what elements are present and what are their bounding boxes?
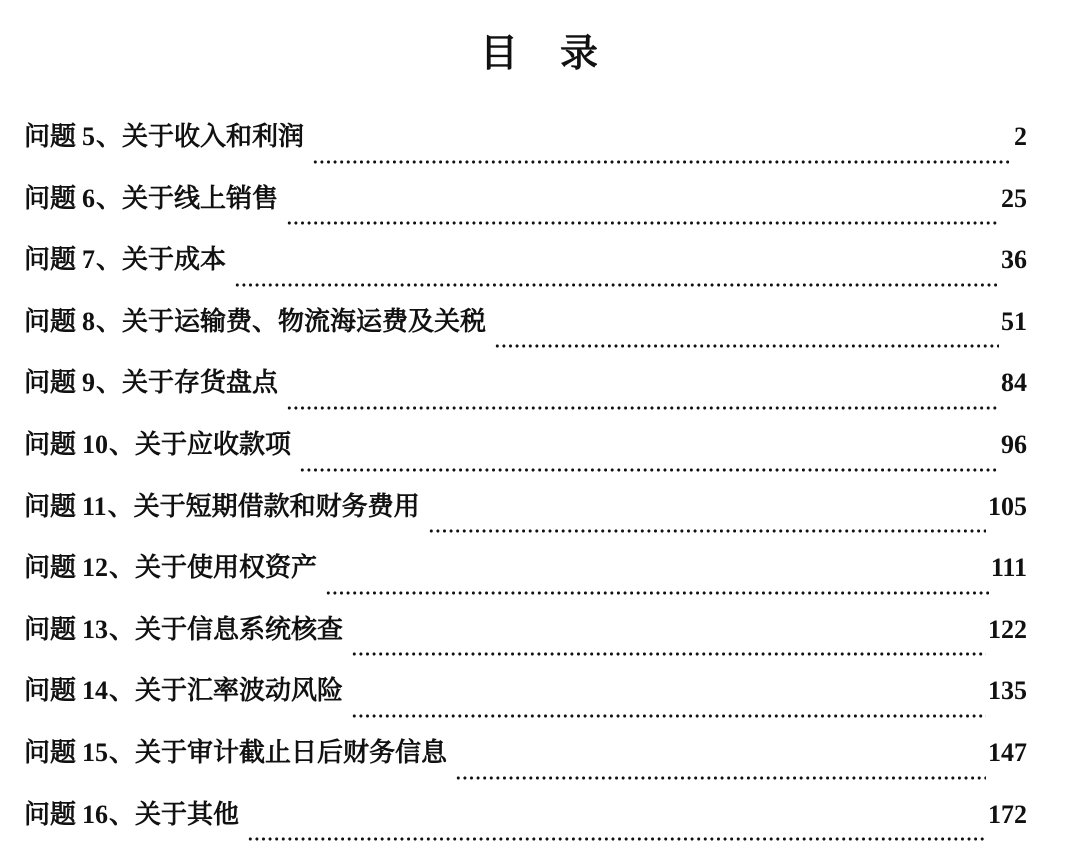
toc-title: 目 录	[479, 30, 600, 75]
toc-entry-label	[24, 361, 278, 405]
toc-page-number: 25	[1001, 183, 1027, 213]
toc-dot-leader	[286, 405, 999, 411]
toc-dot-leader	[286, 220, 999, 226]
toc-dot-leader	[428, 528, 986, 534]
toc-entry-topic: 关于短期借款和财务费用	[133, 491, 420, 522]
toc-entry-prefix: 问题	[24, 183, 77, 214]
toc-entry-topic: 关于存货盘点	[122, 368, 279, 399]
toc-entry[interactable]	[24, 361, 1027, 423]
toc-entry-prefix: 问题	[24, 614, 77, 645]
toc-entry-number: 10	[82, 429, 109, 459]
toc-entry-separator: 、	[109, 737, 136, 768]
toc-dot-leader	[455, 775, 986, 781]
toc-entry-label	[24, 793, 239, 837]
toc-entry-number: 12	[82, 553, 109, 583]
toc-entry-separator: 、	[96, 122, 123, 152]
toc-entry-separator: 、	[96, 183, 123, 214]
toc-entry-label	[24, 669, 343, 713]
toc-entry-label	[24, 177, 278, 221]
toc-entry-number: 16	[82, 799, 109, 829]
toc-entry-topic: 关于使用权资产	[135, 553, 318, 584]
toc-page-number: 105	[988, 491, 1027, 521]
toc-entry[interactable]	[24, 669, 1027, 731]
toc-page-number: 135	[988, 676, 1027, 706]
toc-entry[interactable]	[24, 115, 1027, 177]
toc-page-number: 51	[1001, 306, 1027, 336]
toc-page-number: 96	[1001, 429, 1027, 459]
table-of-contents	[24, 115, 1027, 854]
toc-entry[interactable]	[24, 300, 1027, 362]
toc-entry-separator: 、	[107, 491, 134, 522]
toc-entry-topic: 关于成本	[122, 245, 227, 276]
toc-entry-separator: 、	[96, 368, 123, 399]
toc-dot-leader	[234, 282, 999, 288]
toc-entry-prefix: 问题	[24, 737, 77, 768]
toc-entry-number: 11	[82, 491, 107, 521]
toc-entry-topic: 关于汇率波动风险	[135, 676, 344, 707]
toc-dot-leader	[351, 713, 986, 719]
toc-dot-leader	[312, 159, 1012, 165]
toc-page-number: 147	[988, 737, 1027, 767]
toc-entry-label	[24, 423, 291, 467]
toc-entry-number: 15	[82, 737, 109, 767]
toc-entry-number: 13	[82, 614, 109, 644]
toc-entry-prefix: 问题	[24, 799, 77, 830]
toc-entry-label	[24, 300, 486, 344]
toc-entry[interactable]	[24, 485, 1027, 547]
toc-entry-separator: 、	[96, 245, 123, 276]
toc-entry-prefix: 问题	[24, 368, 77, 399]
toc-entry[interactable]	[24, 423, 1027, 485]
toc-entry-separator: 、	[96, 306, 123, 337]
toc-entry-label	[24, 731, 447, 775]
toc-entry-prefix: 问题	[24, 553, 77, 584]
toc-entry-topic: 关于应收款项	[135, 429, 292, 460]
toc-entry-separator: 、	[109, 553, 136, 584]
toc-page-number: 172	[988, 799, 1027, 829]
toc-dot-leader	[325, 590, 989, 596]
toc-entry-number: 7	[82, 245, 96, 275]
toc-entry[interactable]	[24, 238, 1027, 300]
toc-entry-prefix: 问题	[24, 245, 77, 276]
toc-entry-separator: 、	[109, 676, 136, 707]
toc-dot-leader	[299, 467, 999, 473]
toc-entry-label	[24, 608, 343, 652]
toc-entry-topic: 关于信息系统核查	[135, 614, 344, 645]
toc-entry[interactable]	[24, 731, 1027, 793]
toc-dot-leader	[351, 651, 986, 657]
toc-entry-prefix: 问题	[24, 429, 77, 460]
toc-entry-prefix: 问题	[24, 122, 77, 152]
toc-dot-leader	[494, 343, 999, 349]
toc-entry-number: 8	[82, 306, 96, 336]
toc-entry[interactable]	[24, 546, 1027, 608]
toc-entry-label	[24, 238, 226, 282]
toc-entry-prefix: 问题	[24, 676, 77, 707]
toc-page-number: 122	[988, 614, 1027, 644]
toc-page-number: 111	[990, 553, 1027, 583]
toc-entry-separator: 、	[109, 614, 136, 645]
toc-entry-topic: 关于其他	[135, 799, 240, 830]
toc-dot-leader	[247, 836, 986, 842]
toc-entry-separator: 、	[109, 429, 136, 460]
toc-entry-number: 9	[82, 368, 96, 398]
toc-entry-label	[24, 546, 317, 590]
toc-entry-label	[24, 115, 304, 159]
toc-entry-prefix: 问题	[24, 306, 77, 337]
toc-entry-topic: 关于审计截止日后财务信息	[135, 737, 448, 768]
toc-entry-separator: 、	[109, 799, 136, 830]
toc-page-number: 84	[1001, 368, 1027, 398]
toc-page-number: 2	[1014, 122, 1027, 151]
toc-entry[interactable]	[24, 177, 1027, 239]
toc-entry-topic: 关于运输费、物流海运费及关税	[122, 306, 487, 337]
toc-entry[interactable]	[24, 608, 1027, 670]
toc-entry-number: 5	[82, 122, 96, 151]
toc-entry[interactable]	[24, 793, 1027, 854]
toc-entry-number: 6	[82, 183, 96, 213]
toc-page-number: 36	[1001, 245, 1027, 275]
toc-entry-topic: 关于收入和利润	[122, 122, 305, 152]
toc-entry-label	[24, 485, 420, 529]
toc-entry-number: 14	[82, 676, 109, 706]
toc-entry-topic: 关于线上销售	[122, 183, 279, 214]
toc-entry-prefix: 问题	[24, 491, 77, 522]
